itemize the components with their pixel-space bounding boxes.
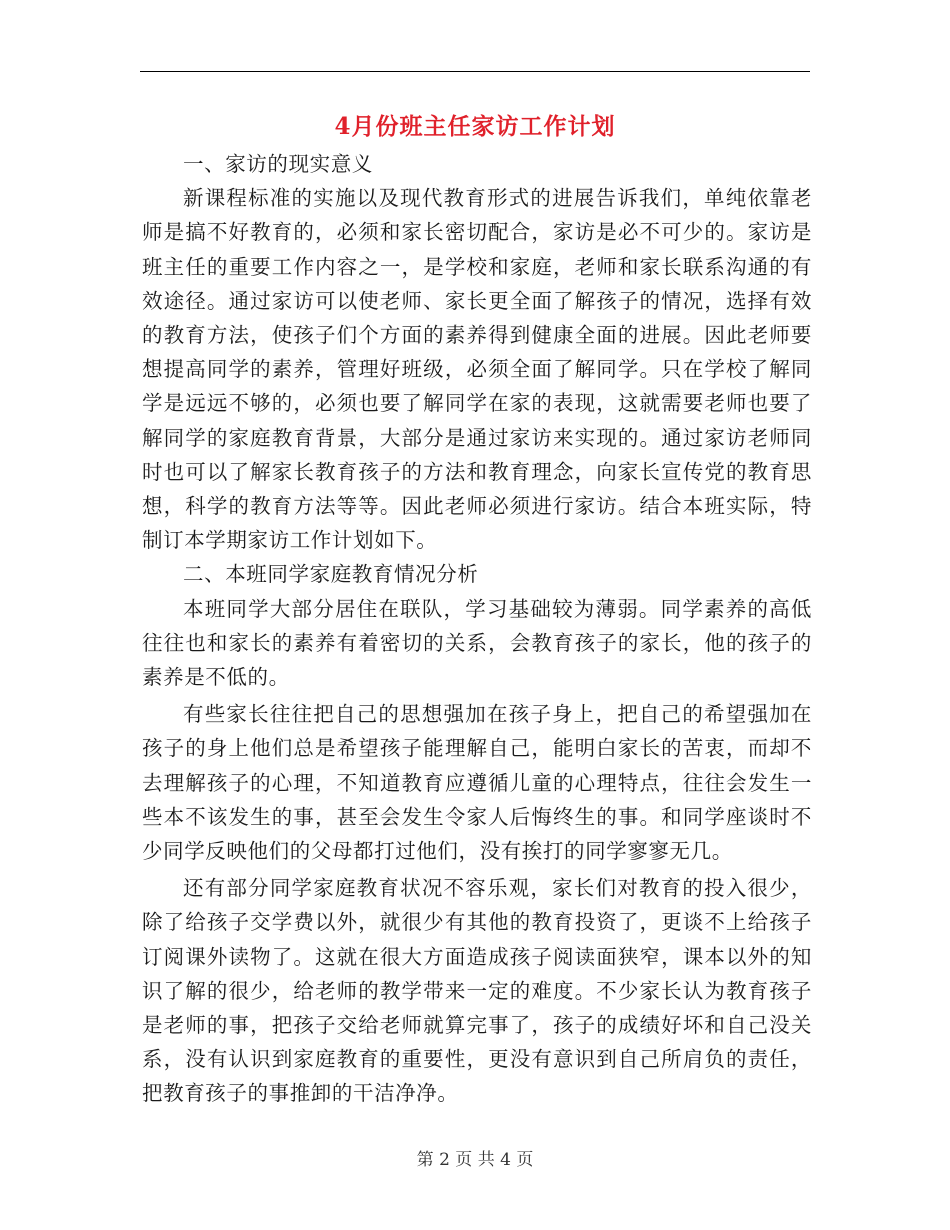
paragraph-education-investment: 还有部分同学家庭教育状况不容乐观，家长们对教育的投入很少，除了给孩子交学费以外，就很少有其他的教育投资了，更谈不上给孩子订阅课外读物了。这就在很大方面造成孩子阅读面狭窄，课本以外的知识了解的很少，给老师的教学带来一定的难度。不少家长认为教育孩子是老师的事，把孩子交给老师就算完事了，孩子的成绩好坏和自己没关系，没有认识到家庭教育的重要性，更没有意识到自己所肩负的责任，把教育孩子的事推卸的干洁净净。 (142, 876, 812, 1106)
paragraph-parent-pressure: 有些家长往往把自己的思想强加在孩子身上，把自己的希望强加在孩子的身上他们总是希望孩子能理解自己，能明白家长的苦衷，而却不去理解孩子的心理，不知道教育应遵循儿童的心理特点，往往会发生一些本不该发生的事，甚至会发生令家人后悔终生的事。和同学座谈时不少同学反映他们的父母都打过他们，没有挨打的同学寥寥无几。 (142, 702, 812, 864)
paragraph-class-overview: 本班同学大部分居住在联队，学习基础较为薄弱。同学素养的高低往往也和家长的素养有着密切的关系，会教育孩子的家长，他的孩子的素养是不低的。 (142, 596, 812, 690)
document-body (142, 147, 812, 1111)
paragraph-significance: 新课程标准的实施以及现代教育形式的进展告诉我们，单纯依靠老师是搞不好教育的，必须和家长密切配合，家访是必不可少的。家访是班主任的重要工作内容之一，是学校和家庭，老师和家长联系沟通的有效途径。通过家访可以使老师、家长更全面了解孩子的情况，选择有效的教育方法，使孩子们个方面的素养得到健康全面的进展。因此老师要想提高同学的素养，管理好班级，必须全面了解同学。只在学校了解同学是远远不够的，必须也要了解同学在家的表现，这就需要老师也要了解同学的家庭教育背景，大部分是通过家访来实现的。通过家访老师同时也可以了解家长教育孩子的方法和教育理念，向家长宣传党的教育思想，科学的教育方法等等。因此老师必须进行家访。结合本班实际，特制订本学期家访工作计划如下。 (142, 186, 812, 553)
page-number: 第 2 页 共 4 页 (416, 1150, 534, 1170)
header-rule (140, 71, 810, 72)
document-title: 4月份班主任家访工作计划 (334, 113, 616, 140)
section-heading-2: 二、本班同学家庭教育情况分析 (183, 562, 479, 587)
section-heading-1: 一、家访的现实意义 (183, 152, 373, 176)
